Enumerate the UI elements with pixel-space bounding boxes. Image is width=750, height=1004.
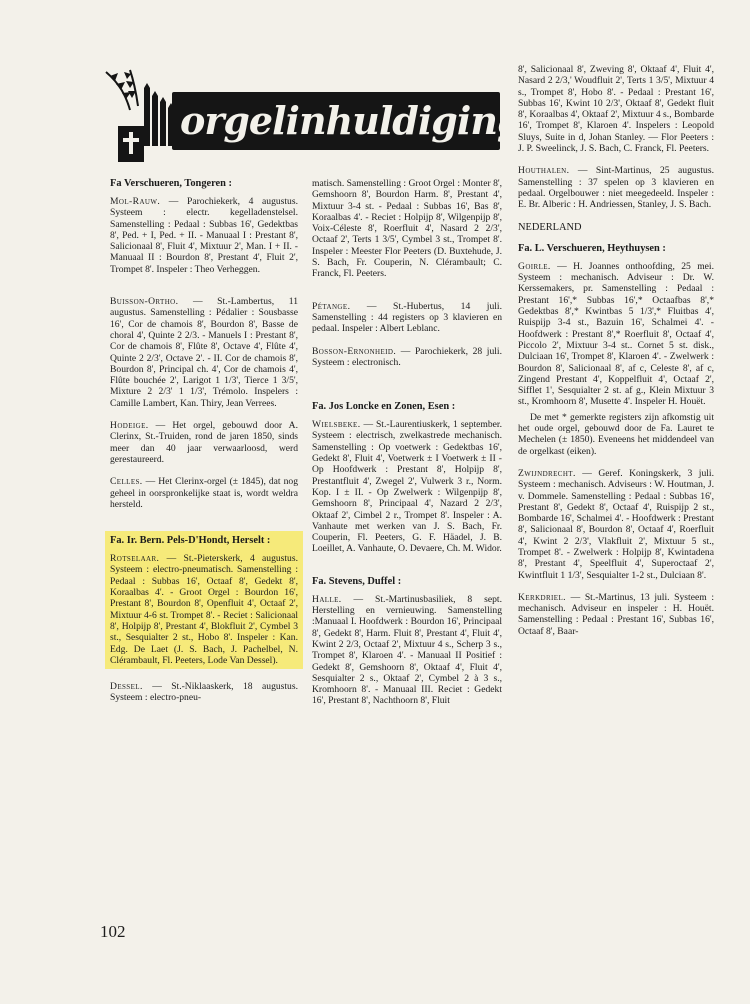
- entry-goirle: [518, 261, 714, 408]
- entry-petange: [312, 301, 502, 335]
- entry-place: Bosson-Ernonheid.: [312, 345, 397, 357]
- entry-hodeige: [110, 420, 298, 465]
- entry-body: — Het orgel, gebouwd door A. Clerinx, St.-Truiden, rond de jaren 1850, sinds meer dan 40 jaar verwaarloosd, werd gerestaureerd.: [110, 420, 298, 465]
- section-heading: Fa Verschueren, Tongeren :: [110, 178, 233, 189]
- entry-houthalen: [518, 165, 714, 210]
- entry-body: — Parochiekerk, 28 juli. Systeem : electronisch.: [312, 345, 502, 368]
- entry-place: Rotselaar.: [110, 553, 160, 565]
- entry-wielsbeke: [312, 419, 502, 555]
- entry-body: 8', Salicionaal 8', Zweving 8', Oktaaf 4', Fluit 4', Nasard 2 2/3,' Woudfluit 2', Terts 1 3/5', Mixtuur 4 s., Trompet 8', Hobo 8'. - Pedaal : Prestant 16', Subbas 16', Kwint 10 2/3', Oktaaf 8', Gedekt fluit 8', Koraalbas 4', Oktaaf 2', Mixtuur 4 s., Bombarde 16', Trompet 8', Klaroen 4'. Inspelers : Leopold Sluys, Suite in d, Johan Stanley. — Flor Peeters : J. P. Sweelinck, J. S. Bach, C. Franck, Fl. Peeters.: [518, 64, 714, 155]
- entry-place: Celles.: [110, 476, 143, 488]
- entry-body: — St.-Pieterskerk, 4 augustus. Systeem : electro-pneumatisch. Samenstelling : Pedaal : Subbas 16', Octaaf 8', Gedekt 8', Koraalbas 4'. - Groot Orgel : Bourdon 16', Prestant 8', Bourdon 8', Openfluit 4', Octaaf 2', Mixtuur 4-6 st. Trompet 8'. - Reciet : Salicionaal 8', Holpijp 8', Prestant 4', Blokfluit 2', Cymbel 3 st., Sesquialter 2 st., Hobo 8'. Inspeler : Kan. Edg. De Laet (J. S. Bach, J. Pachelbel, N. Clérambault, Fl. Peeters, Lode Van Dessel).: [110, 553, 298, 666]
- column-2: [312, 178, 502, 718]
- entry-place: Kerkdriel.: [518, 591, 566, 603]
- entry-place: Buisson-Ortho.: [110, 296, 179, 308]
- entry-body: — St.-Laurentiuskerk, 1 september. Systeem : electrisch, zwelkastrede mechanisch. Samenstelling : Op voetwerk : Gedektbas 16', Gedekt 8', Fluit 4', Voetwerk ± I Voetwerk ± II - Op Hoofdwerk : Prestant 8', Holpijp 8', Prestantfluit 4', Zwegel 2', Vulwerk 3 r., Norm. Kop. I ± II. - Op Zwelwerk : Wilgenpijp 8', Gemshoorn 8', Principaal 4', Nazard 2 2/3', Oktaaf 2', Cimbel 2 r., Trompet 8'. Inspeler : A. Vanhaute met werken van J. S. Bach, Fr. Couperin, Fl. Peeters, G. F. Häadel, J. B. Loeillet, A. Vanhaute, O. Devaere, Ch. M. Widor.: [312, 419, 502, 555]
- entry-dessel: [110, 681, 298, 704]
- entry-place: Halle.: [312, 593, 342, 605]
- entry-note: [518, 412, 714, 457]
- section-heading: Fa. L. Verschueren, Heythuysen :: [518, 242, 666, 254]
- entry-place: Houthalen.: [518, 165, 570, 177]
- column-3: [518, 64, 714, 648]
- entry-body: — H. Joannes onthoofding, 25 mei. Systeem : mechanisch. Adviseur : Dr. W. Kerssemakers, pr. Samenstelling : Pedaal : Prestant 16',* Subbas 16',* Octaafbas 8',* Gedektbas 8',* Kwintbas 5 1/3',* Fluitbas 4', Ruispijp 3-4 st., Bazuin 16', Schalmei 4'. - Hoofdwerk : Prestant 8',* Roerfluit 8', Octaaf 4', Piccolo 2', Mixtuur 3-4 st.. Cornet 5 st. disk., Dulciaan 16', Trompet 8', Klaroen 4'. - Zwelwerk : Bourdon 8', Salicionaal 8', af c, Celeste 8', af c, Zingend Prestant 4', Koppelfluit 4', Octaaf 2', Sifflet 1', Sesquialter 2 st. af g., Klein Mixtuur 3 st., Kromhoorn 8', Musette 4'. Inspeler H. Houët.: [518, 260, 714, 408]
- entry-body: — Het Clerinx-orgel (± 1845), dat nog geheel in oorspronkelijke staat is, wordt weldra hersteld.: [110, 476, 298, 510]
- entry-place: Hodeige.: [110, 420, 149, 432]
- section-heading: Fa. Stevens, Duffel :: [312, 575, 402, 587]
- entry-place: Goirle.: [518, 260, 551, 272]
- banner-title: orgelinhuldigingen: [180, 98, 573, 143]
- entry-body: — Sint-Martinus, 25 augustus. Samenstelling : 37 spelen op 3 klavieren en pedaal. Orgelbouwer : niet meegedeeld. Inspeler : E. Br. Alberic : H. Andriessen, Stanley, J. S. Bach.: [518, 165, 714, 211]
- entry-buisson-ortho: [110, 296, 298, 409]
- entry-body: — St.-Martinus, 13 juli. Systeem : mechanisch. Adviseur en inspeler : H. Houët. Samenstelling : Pedaal : Prestant 16', Subbas 16', Octaaf 8', Baar-: [518, 591, 714, 637]
- highlighted-section: [105, 531, 303, 669]
- entry-place: Zwijndrecht.: [518, 467, 576, 479]
- entry-body: — St.-Lambertus, 11 augustus. Samenstelling : Pédalier : Sousbasse 16', Cor de chamois 8', Bourdon 8', Basse de choral 4', Quinte 2 2/3. - Manuels I : Prestant 8', Cor de chamois 8', Flûte 8', Octave 4', Flûte 4', Quinte 2 2/3', Octave 2'. - II. Cor de chamois 8', Bourdon 8', Principal ch. 4', Cor de chamois 4', Flûte bouchée 2', Larigot 1 1/3', Tierce 1 3/5', Mixture 2 2/3' 1 1/3', Trémolo. Inspelers : Camille Lambert, Kan. Thiry, Jean Verrees.: [110, 296, 298, 409]
- entry-bosson-ernonheid: [312, 346, 502, 369]
- entry-body: matisch. Samenstelling : Groot Orgel : Monter 8', Gemshoorn 8', Bourdon Harm. 8', Prestant 4', Mixtuur 3-4 st. - Pedaal : Subbas 16', Bas 8', Koraalbas 4'. - Reciet : Holpijp 8', Wilgenpijp 8', Voix-Céleste 8', Roerfluit 4', Nasard 2 2/3', Octaaf 2', Terts 1 3/5', Cymbel 3 st., Trompet 8'. Inspeler : Meester Flor Peeters (D. Buxtehude, J. S. Bach, Fr. Couperin, N. Clérambault; C. Franck, Fl. Peeters.: [312, 178, 502, 280]
- entry-kerkdriel: [518, 592, 714, 637]
- entry-body: — Parochiekerk, 4 augustus. Systeem : electr. kegelladenstelsel. Samenstelling : Pedaal : Subbas 16', Gedektbas 8', Ped. + I, Ped. + II. - Manuaal I : Prestant 8', Salicionaal 8', Fluit 4', Mixtuur 2', Man. I + II. - Manuaal II : Bourdon 8', Prestant 4', Fluit 2', Trompet 8'. Inspeler : Theo Verheggen.: [110, 196, 298, 275]
- entry-body: — St.-Martinusbasiliek, 8 sept. Herstelling en vernieuwing. Samenstelling :Manuaal I. Hoofdwerk : Bourdon 16', Principaal 8', Gedekt 8', Harm. Fluit 8', Prestant 4', Fluit 4', Kwint 2 2/3, Octaaf 2', Mixtuur 4 s., Scherp 3 s., Trompet 8', Klaroen 4'. - Manuaal II Positief : Gedekt 8', Gemshoorn 8', Oktaaf 4', Fluit 4', Sesquialter 2 s., Oktaaf 2', Cymbel 2 à 3 s., Kromhoorn 8'. - Manuaal III. Reciet : Gedekt 16', Prestant 8', Nachthoorn 8', Fluit: [312, 593, 502, 707]
- entry-place: Mol-Rauw.: [110, 196, 161, 207]
- entry-continuation: [518, 64, 714, 154]
- entry-body: — St.-Hubertus, 14 juli. Samenstelling : 44 registers op 3 klavieren en pedaal. Inspeler : Albert Leblanc.: [312, 300, 502, 335]
- entry-body: — St.-Niklaaskerk, 18 augustus. Systeem : electro-pneu-: [110, 681, 298, 704]
- entry-celles: [110, 476, 298, 510]
- entry-place: Pétange.: [312, 300, 351, 312]
- page-number: 102: [100, 922, 126, 941]
- entry-halle: [312, 594, 502, 707]
- entry-zwijndrecht: [518, 468, 714, 581]
- title-banner: [100, 66, 573, 168]
- entry-body: — Geref. Koningskerk, 3 juli. Systeem : mechanisch. Adviseurs : W. Houtman, J. v. Dommele. Samenstelling : Pedaal : Subbas 16', Prestant 8', Gedekt 8', Octaaf 4', Ruispijp 2 st., Bombarde 16', Schalmei 4'. - Hoofdwerk : Prestant 8', Salicionaal 8', Bourdon 8', Octaaf 4', Roerfluit 4', Kwint 2 2/3', Vlakfluit 2', Mixtuur 5 st., Trompet 8'. - Zwelwerk : Holpijp 8', Kwintadena 8', Prestant 4', Speelfluit 4', Superoctaaf 2', Kwintfluit 1 1/3', Sesquialter 1-2 st., Dulciaan 8'.: [518, 467, 714, 581]
- entry-mol-rauw: [110, 196, 298, 275]
- section-heading: Fa. Jos Loncke en Zonen, Esen :: [312, 401, 456, 413]
- country-heading: NEDERLAND: [518, 221, 582, 233]
- entry-continuation: [312, 178, 502, 280]
- section-heading: Fa. Ir. Bern. Pels-D'Hondt, Herselt :: [110, 535, 271, 547]
- entry-place: Wielsbeke.: [312, 419, 361, 431]
- entry-place: Dessel.: [110, 681, 143, 693]
- entry-body: De met * gemerkte registers zijn afkomstig uit het oude orgel, gebouwd door de Fa. Lauret te Mechelen (± 1850). Eveneens het middendeel van de orgelkast (eiken).: [518, 411, 714, 457]
- column-1: [110, 178, 298, 715]
